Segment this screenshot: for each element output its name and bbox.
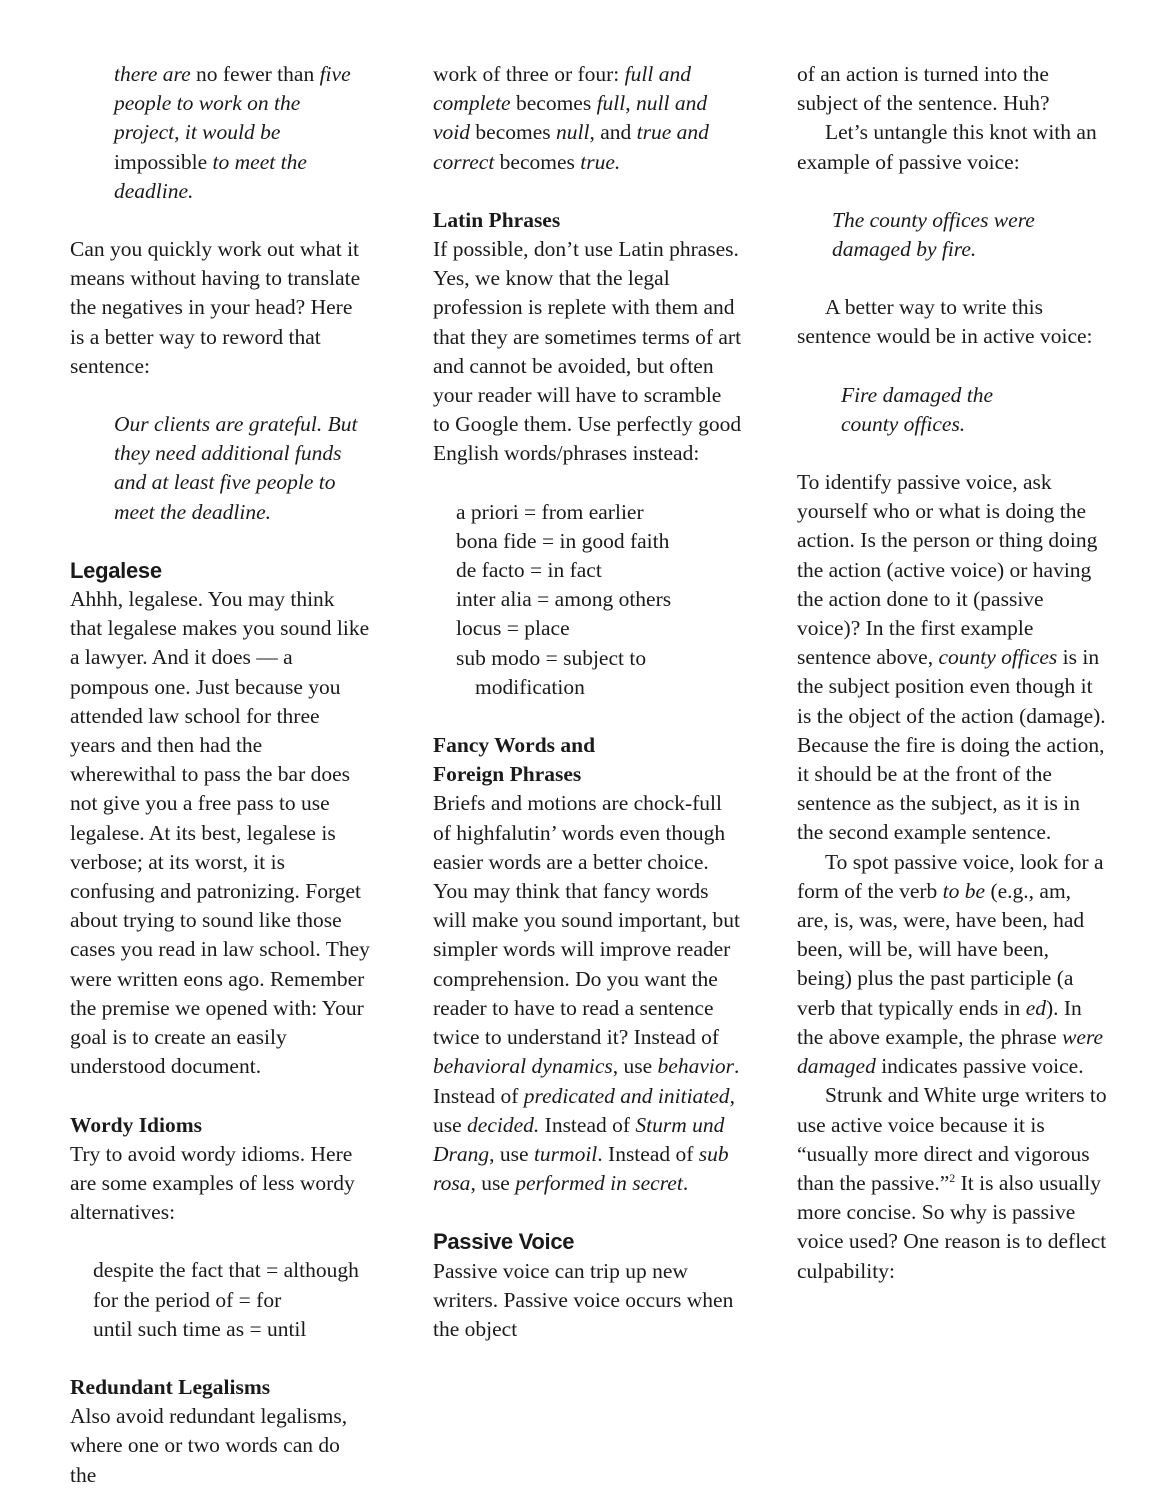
legalese-heading: Legalese <box>70 557 162 583</box>
text: becomes <box>494 149 581 174</box>
text: It is also usually more concise. So why is passive voice used? One reason is to deflect culpability: <box>797 1170 1107 1283</box>
italic-text: there are <box>114 62 191 86</box>
text: , <box>625 91 636 116</box>
italic-text: true. <box>580 149 621 174</box>
quote-line: county offices. <box>841 411 966 436</box>
latin-phrases-heading: Latin Phrases <box>433 207 561 232</box>
text: . Instead of <box>597 1141 699 1166</box>
column-2 <box>433 60 743 1344</box>
list-item: de facto = in fact <box>456 558 602 583</box>
text: is in the subject position even though it is the object of the action (damage). Because the fire is doing the action, it should be at the front of the sentence as the subject, as it is in the second example sentence. <box>797 645 1106 845</box>
text: work of three or four: <box>433 62 625 86</box>
untangle-paragraph: Let’s untangle this knot with an example of passive voice: <box>797 120 1097 174</box>
text: To spot passive voice, look for a form of the verb <box>797 849 1104 903</box>
text: ). In the above example, the phrase <box>797 995 1082 1049</box>
text: , use <box>612 1054 658 1079</box>
text: . <box>682 1171 689 1196</box>
continued-paragraph <box>433 60 743 177</box>
footnote-marker: 2 <box>949 1170 956 1185</box>
redundant-legalisms-paragraph: Also avoid redundant legalisms, where one or two words can do the <box>70 1404 348 1487</box>
latin-phrases-paragraph: If possible, don’t use Latin phrases. Yes, we know that the legal profession is replete with them and that they are sometimes terms of art and cannot be avoided, but often your reader will have to scramble to Google them. Use perfectly good English words/phrases instead: <box>433 237 742 466</box>
italic-text: true and correct <box>433 120 709 174</box>
list-item: bona fide = in good faith <box>456 528 670 553</box>
wordy-idioms-heading: Wordy Idioms <box>70 1112 203 1137</box>
redundant-legalisms-heading: Redundant Legalisms <box>70 1374 271 1399</box>
text: no fewer than <box>190 62 320 86</box>
latin-phrases-list <box>456 498 743 702</box>
italic-text: full and complete <box>433 62 691 116</box>
spot-passive-paragraph <box>797 848 1107 1082</box>
legalese-paragraph: Ahhh, legalese. You may think that legalese makes you sound like a lawyer. And it does — a pompous one. Just because you attended law school for three years and then had the wherewithal to pass the bar does not give you a free pass to use legalese. At its best, legalese is verbose; at its worst, it is confusing and patronizing. Forget about trying to sound like those cases you read in law school. They were written eons ago. Remember the premise we opened with: Your goal is to create an easily understood document. <box>70 587 370 1079</box>
active-voice-paragraph: A better way to write this sentence would be in active voice: <box>797 295 1093 349</box>
strunk-white-paragraph <box>797 1081 1107 1285</box>
italic-text: turmoil <box>533 1141 598 1166</box>
list-item: despite the fact that = although <box>93 1258 359 1283</box>
text: impossible <box>114 149 213 174</box>
italic-text: five people to work on the project, it would be <box>114 62 351 145</box>
list-item: a priori = from earlier <box>456 499 644 524</box>
italic-text: decided. <box>467 1112 540 1137</box>
italic-text: were damaged <box>797 1024 1104 1079</box>
list-item: inter alia = among others <box>456 587 672 612</box>
list-item: for the period of = for <box>93 1287 282 1312</box>
wordy-idioms-list <box>93 1256 370 1344</box>
text: . Instead of <box>433 1054 740 1108</box>
italic-text: county offices <box>938 645 1058 670</box>
italic-text: null and void <box>433 91 708 145</box>
list-item: until such time as = until <box>93 1316 307 1341</box>
italic-text: null <box>556 120 590 145</box>
text: To identify passive voice, ask yourself who or what is doing the action. Is the person or thing doing the action (active voice) or having the action done to it (passive voice)? In the first example sentence above, <box>797 470 1098 670</box>
passive-voice-paragraph: Passive voice can trip up new writers. Passive voice occurs when the object <box>433 1258 734 1341</box>
text: indicates passive voice. <box>875 1054 1084 1079</box>
fancy-words-heading <box>433 731 743 789</box>
text: Strunk and White urge writers to use active voice because it is “usually more direct and vigorous than the passive.” <box>797 1083 1107 1195</box>
italic-text: performed in secret <box>515 1171 683 1196</box>
heading-line: Fancy Words and <box>433 733 596 758</box>
wordy-idioms-paragraph: Try to avoid wordy idioms. Here are some examples of less wordy alternatives: <box>70 1141 355 1225</box>
column-3 <box>797 60 1107 1286</box>
list-item: locus = place <box>456 616 570 641</box>
text: , use <box>470 1171 516 1196</box>
italic-text: behavioral dynamics <box>433 1054 613 1079</box>
italic-text: behavior <box>657 1054 734 1079</box>
text: becomes <box>470 120 556 145</box>
text: becomes <box>510 91 597 116</box>
text: Instead of <box>539 1112 636 1137</box>
active-example-quote <box>841 381 1107 439</box>
heading-line: Foreign Phrases <box>433 762 582 787</box>
paragraph: Can you quickly work out what it means without having to translate the negatives in your head? Here is a better way to reword that sentence: <box>70 237 361 378</box>
italic-text: predicated and initiated <box>523 1083 730 1108</box>
list-item: sub modo = subject to modification <box>456 645 647 699</box>
reworded-quote: Our clients are grateful. But they need additional funds and at least five people to meet the deadline. <box>114 412 358 524</box>
text: , and <box>589 120 637 145</box>
italic-text: Sturm und Drang <box>433 1112 725 1166</box>
text: Briefs and motions are chock-full of highfalutin’ words even though easier words are a better choice. You may think that fancy words will make you sound important, but simpler words will improve reader comprehension. Do you want the reader to have to read a sentence twice to understand it? Instead of <box>433 791 740 1050</box>
quote-line: Fire damaged the <box>841 382 994 407</box>
italic-text: full <box>596 91 626 116</box>
italic-text: to be <box>942 878 986 903</box>
italic-text: sub rosa <box>433 1141 729 1196</box>
fancy-words-paragraph <box>433 789 743 1198</box>
text: , use <box>489 1141 534 1166</box>
text: , use <box>433 1083 735 1137</box>
column-1 <box>70 60 370 1490</box>
passive-example-quote: The county offices were damaged by fire. <box>832 207 1035 262</box>
identify-paragraph <box>797 468 1107 848</box>
italic-text: ed <box>1025 995 1046 1020</box>
example-quote <box>114 60 370 206</box>
passive-voice-heading: Passive Voice <box>433 1229 575 1255</box>
italic-text: to meet the deadline. <box>114 149 307 203</box>
continued-paragraph: of an action is turned into the subject of the sentence. Huh? <box>797 62 1050 116</box>
text: (e.g., am, are, is, was, were, have been, had been, will be, will have been, being) plus the past participle (a verb that typically ends in <box>797 878 1085 1020</box>
